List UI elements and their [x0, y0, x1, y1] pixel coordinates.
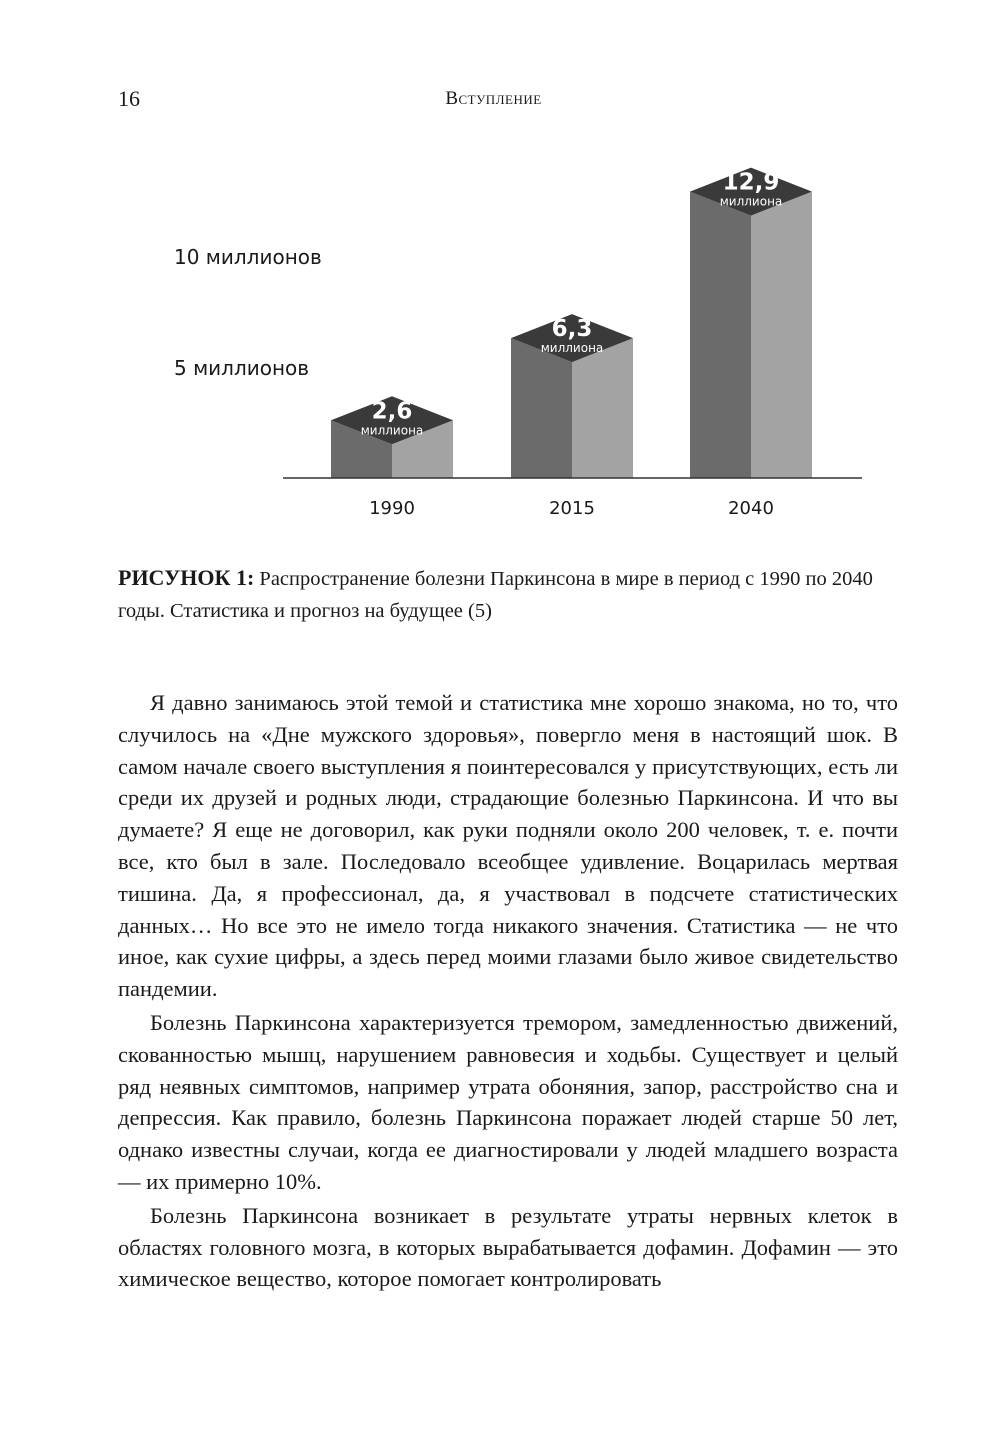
x-tick-label: 1990: [369, 498, 415, 519]
data-label-unit: миллиона: [360, 423, 424, 438]
body-text: [118, 687, 898, 1295]
bar-side: [751, 192, 812, 478]
page-number: 16: [118, 86, 140, 111]
figure-parkinsons-chart: [0, 0, 987, 540]
paragraph: Я давно занимаюсь этой темой и статистика мне хорошо знакома, но то, что случилось на «Дне мужского здоровья», повергло меня в настоящий шок. В самом начале своего выступления я поинтересовался у присутствующих, есть ли среди их друзей и родных люди, страдающие болезнью Паркинсона. И что вы думаете? Я еще не договорил, как руки подняли около 200 человек, т. е. почти все, кто был в зале. Последовало всеобщее удивление. Воцарилась мертвая тишина. Да, я профессионал, да, я участвовал в подсчете статистических данных… Но все это не имело тогда никакого значения. Статистика — не что иное, как сухие цифры, а здесь перед моими глазами было живое свидетельство пандемии.: [118, 690, 898, 1002]
y-axis-label: 5 миллионов: [174, 356, 310, 380]
data-label: 6,3: [551, 316, 593, 343]
figure-caption: [118, 562, 898, 627]
data-label: 12,9: [722, 169, 780, 196]
bar-front: [690, 192, 751, 478]
bar-side: [572, 338, 633, 478]
x-tick-label: 2040: [728, 498, 774, 519]
bar-chart: [0, 0, 987, 540]
bar-front: [511, 338, 572, 478]
caption-text: Распространение болезни Паркинсона в мире в период с 1990 по 2040 годы. Статистика и прогноз на будущее (5): [118, 568, 873, 622]
x-tick-label: 2015: [549, 498, 595, 519]
y-axis-label: 10 миллионов: [174, 245, 322, 269]
paragraph: Болезнь Паркинсона возникает в результате утраты нервных клеток в областях головного мозга, в которых вырабатывается дофамин. Дофамин — это химическое вещество, которое помогает контролировать: [118, 1202, 898, 1292]
data-label-unit: миллиона: [540, 341, 604, 356]
caption-label: РИСУНОК 1:: [118, 565, 255, 590]
running-head: Вступление: [445, 88, 542, 109]
data-label: 2,6: [371, 398, 413, 425]
paragraph: Болезнь Паркинсона характеризуется тремором, замедленностью движений, скованностью мышц, нарушением равновесия и ходьбы. Существует и целый ряд неявных симптомов, например утрата обоняния, запор, расстройство сна и депрессия. Как правило, болезнь Паркинсона поражает людей старше 50 лет, однако известны случаи, когда ее диагностировали у людей младшего возраста — их примерно 10%.: [118, 1009, 898, 1194]
data-label-unit: миллиона: [719, 194, 783, 209]
